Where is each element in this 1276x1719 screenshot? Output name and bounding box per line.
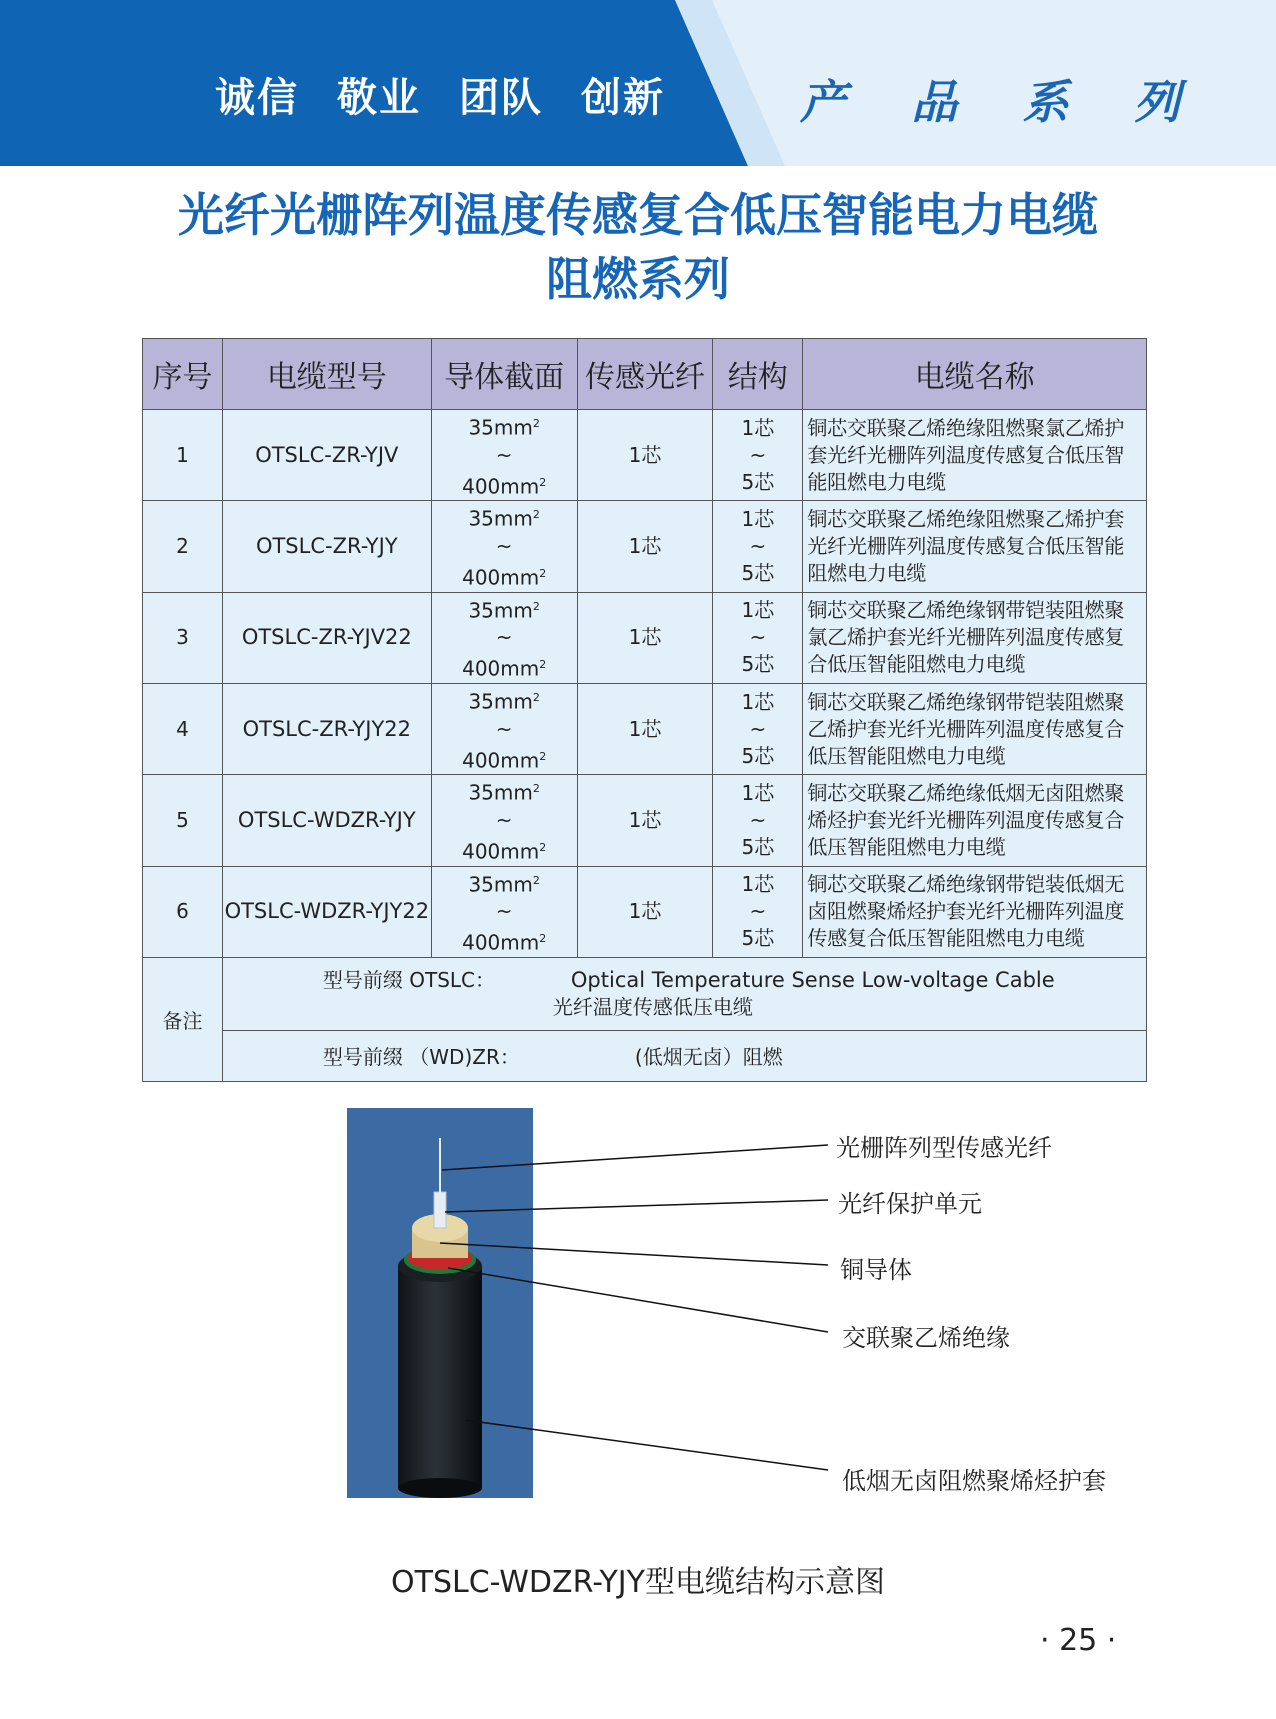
superscript: 2: [539, 658, 547, 672]
section-min: 35mm: [468, 689, 533, 714]
label-copper-conductor: 铜导体: [840, 1256, 912, 1284]
header-name: 电缆名称: [803, 339, 1147, 410]
struct-max: 5芯: [741, 834, 775, 859]
header-fiber: 传感光纤: [577, 339, 713, 410]
cell-fiber: 1芯: [577, 683, 713, 774]
note-2: [222, 1030, 1146, 1081]
section-title-char: 产: [800, 75, 846, 129]
cell-no: 2: [143, 501, 223, 592]
struct-max: 5芯: [741, 743, 775, 768]
spec-table: [142, 338, 1147, 1082]
superscript: 2: [539, 932, 547, 946]
superscript: 2: [532, 599, 540, 613]
struct-sep: ~: [749, 807, 767, 832]
struct-min: 1芯: [741, 598, 775, 623]
struct-min: 1芯: [741, 689, 775, 714]
section-sep: ~: [495, 716, 513, 741]
cell-name: 铜芯交联聚乙烯绝缘钢带铠装低烟无卤阻燃聚烯烃护套光纤光栅阵列温度传感复合低压智能阻燃电力电缆: [803, 866, 1147, 957]
cell-fiber: 1芯: [577, 775, 713, 866]
cell-no: 5: [143, 775, 223, 866]
cell-section: [431, 683, 577, 774]
section-max: 400mm: [462, 930, 540, 955]
cell-no: 4: [143, 683, 223, 774]
superscript: 2: [532, 873, 540, 887]
label-lszh-sheath: 低烟无卤阻燃聚烯烃护套: [842, 1467, 1106, 1495]
superscript: 2: [539, 566, 547, 580]
header-no: 序号: [143, 339, 223, 410]
section-sep: ~: [495, 533, 513, 558]
cell-section: [431, 410, 577, 501]
motto-item: 创新: [581, 75, 665, 121]
struct-max: 5芯: [741, 469, 775, 494]
header-model: 电缆型号: [222, 339, 431, 410]
cell-structure: [713, 592, 803, 683]
header-section: 导体截面: [431, 339, 577, 410]
note-1-en: Optical Temperature Sense Low-voltage Cable: [570, 967, 1055, 992]
section-min: 35mm: [468, 598, 533, 623]
cell-model: OTSLC-ZR-YJV22: [222, 592, 431, 683]
superscript: 2: [539, 749, 547, 763]
struct-sep: ~: [749, 716, 767, 741]
notes-row: [143, 1030, 1147, 1081]
cell-section: [431, 501, 577, 592]
table-row: [143, 775, 1147, 866]
struct-max: 5芯: [741, 926, 775, 951]
section-title-char: 系: [1022, 75, 1069, 129]
struct-sep: ~: [749, 533, 767, 558]
struct-min: 1芯: [741, 506, 775, 531]
header-structure: 结构: [713, 339, 803, 410]
company-motto: [215, 66, 665, 126]
page-number: · 25 ·: [1040, 1623, 1117, 1658]
table-row: [143, 592, 1147, 683]
section-max: 400mm: [462, 656, 540, 681]
page-header: [0, 0, 1276, 166]
cell-section: [431, 592, 577, 683]
section-max: 400mm: [462, 839, 540, 864]
cell-no: 3: [143, 592, 223, 683]
note-2-desc: (低烟无卤）阻燃: [634, 1045, 783, 1070]
motto-item: 团队: [459, 75, 543, 121]
section-max: 400mm: [462, 474, 540, 499]
motto-item: 诚信: [215, 75, 299, 121]
section-sep: ~: [495, 625, 513, 650]
cable-diagram: [340, 1108, 1140, 1518]
cell-structure: [713, 866, 803, 957]
label-xlpe-insulation: 交联聚乙烯绝缘: [842, 1324, 1010, 1352]
struct-max: 5芯: [741, 560, 775, 585]
section-title-char: 品: [911, 75, 958, 129]
superscript: 2: [532, 690, 540, 704]
note-1-cn: 光纤温度传感低压电缆: [552, 994, 753, 1019]
label-fiber-protection: 光纤保护单元: [838, 1190, 982, 1218]
superscript: 2: [532, 782, 540, 796]
section-sep: ~: [495, 807, 513, 832]
cell-name: 铜芯交联聚乙烯绝缘阻燃聚乙烯护套光纤光栅阵列温度传感复合低压智能阻燃电力电缆: [803, 501, 1147, 592]
struct-sep: ~: [749, 442, 767, 467]
section-max: 400mm: [462, 565, 540, 590]
section-sep: ~: [495, 899, 513, 924]
cell-no: 1: [143, 410, 223, 501]
cell-section: [431, 775, 577, 866]
struct-min: 1芯: [741, 780, 775, 805]
title-line-1: 光纤光栅阵列温度传感复合低压智能电力电缆: [178, 188, 1098, 242]
table-row: [143, 410, 1147, 501]
cell-structure: [713, 775, 803, 866]
note-1-prefix: 型号前缀 OTSLC：: [322, 967, 496, 992]
cell-model: OTSLC-ZR-YJY22: [222, 683, 431, 774]
cell-section: [431, 866, 577, 957]
note-2-prefix: 型号前缀 （WD)ZR：: [322, 1045, 520, 1070]
cell-fiber: 1芯: [577, 866, 713, 957]
struct-min: 1芯: [741, 415, 775, 440]
cell-structure: [713, 501, 803, 592]
page-title: [0, 183, 1276, 311]
cell-model: OTSLC-WDZR-YJY22: [222, 866, 431, 957]
section-min: 35mm: [468, 506, 533, 531]
cell-structure: [713, 683, 803, 774]
cell-name: 铜芯交联聚乙烯绝缘钢带铠装阻燃聚氯乙烯护套光纤光栅阵列温度传感复合低压智能阻燃电力电缆: [803, 592, 1147, 683]
table-row: [143, 501, 1147, 592]
label-sensing-fiber: 光栅阵列型传感光纤: [836, 1134, 1052, 1162]
section-max: 400mm: [462, 748, 540, 773]
struct-min: 1芯: [741, 872, 775, 897]
motto-item: 敬业: [337, 75, 421, 121]
superscript: 2: [532, 417, 540, 430]
cell-model: OTSLC-WDZR-YJY: [222, 775, 431, 866]
section-min: 35mm: [468, 415, 533, 440]
cell-name: 铜芯交联聚乙烯绝缘低烟无卤阻燃聚烯烃护套光纤光栅阵列温度传感复合低压智能阻燃电力电缆: [803, 775, 1147, 866]
section-min: 35mm: [468, 872, 533, 897]
table-row: [143, 866, 1147, 957]
cell-model: OTSLC-ZR-YJV: [222, 410, 431, 501]
section-min: 35mm: [468, 780, 533, 805]
table-header-row: [143, 339, 1147, 410]
section-title: [800, 66, 1180, 132]
superscript: 2: [539, 475, 547, 489]
superscript: 2: [532, 508, 540, 522]
title-line-2: 阻燃系列: [546, 252, 730, 306]
superscript: 2: [539, 840, 547, 854]
table-row: [143, 683, 1147, 774]
notes-row: [143, 957, 1147, 1030]
diagram-caption: OTSLC-WDZR-YJY型电缆结构示意图: [391, 1565, 885, 1600]
cell-fiber: 1芯: [577, 592, 713, 683]
cell-name: 铜芯交联聚乙烯绝缘阻燃聚氯乙烯护套光纤光栅阵列温度传感复合低压智能阻燃电力电缆: [803, 410, 1147, 501]
struct-sep: ~: [749, 899, 767, 924]
cell-structure: [713, 410, 803, 501]
struct-sep: ~: [749, 625, 767, 650]
note-1: [222, 957, 1146, 1030]
section-title-char: 列: [1133, 75, 1180, 129]
cell-fiber: 1芯: [577, 501, 713, 592]
cell-fiber: 1芯: [577, 410, 713, 501]
struct-max: 5芯: [741, 652, 775, 677]
notes-label: 备注: [143, 957, 223, 1081]
section-sep: ~: [495, 442, 513, 467]
cell-model: OTSLC-ZR-YJY: [222, 501, 431, 592]
cell-name: 铜芯交联聚乙烯绝缘钢带铠装阻燃聚乙烯护套光纤光栅阵列温度传感复合低压智能阻燃电力电缆: [803, 683, 1147, 774]
cell-no: 6: [143, 866, 223, 957]
